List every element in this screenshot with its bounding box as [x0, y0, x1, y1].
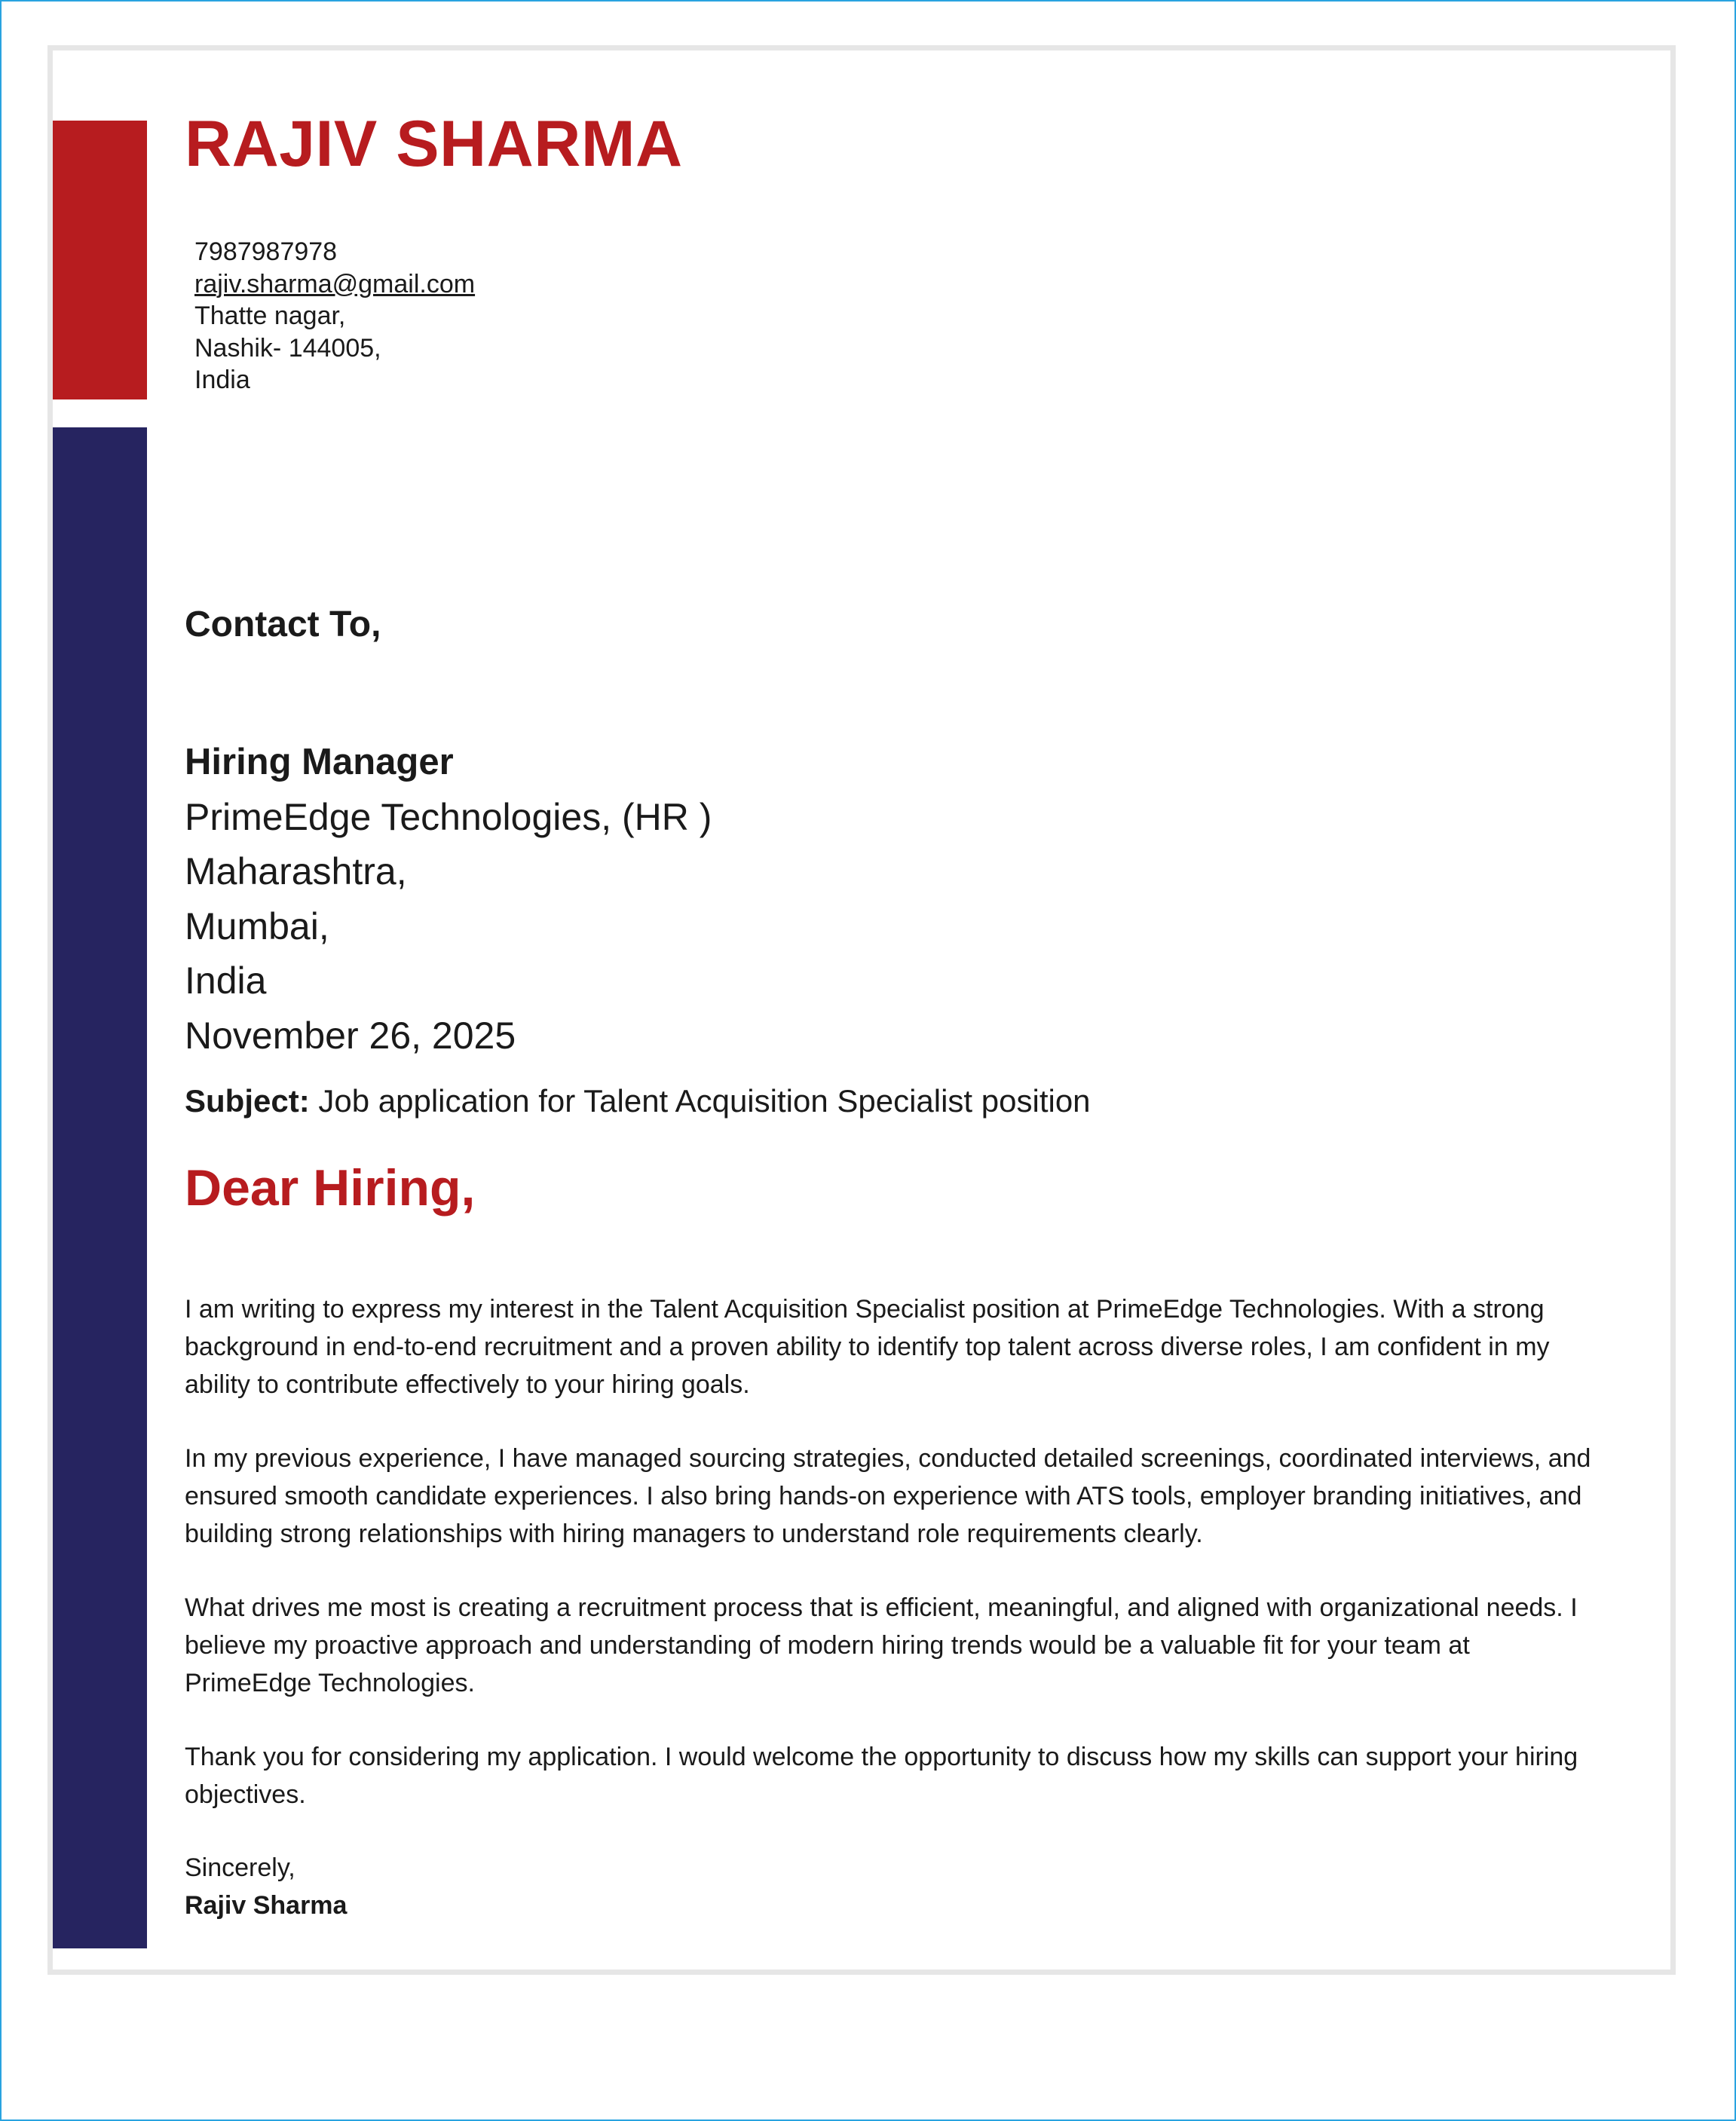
body-line: ensured smooth candidate experiences. I also bring hands-on experience with ATS tools, employer branding initiatives, and: [185, 1482, 1582, 1510]
side-accent-bar: [53, 427, 147, 1948]
letter-body: [185, 1290, 1640, 1850]
closing-block: [185, 1849, 347, 1924]
body-paragraph-4: [185, 1738, 1640, 1813]
body-line: PrimeEdge Technologies.: [185, 1669, 475, 1697]
signature-name: Rajiv Sharma: [185, 1891, 348, 1920]
sender-address-line2: Nashik- 144005,: [194, 333, 381, 363]
sender-address-line3: India: [194, 366, 250, 394]
salutation: Dear Hiring,: [185, 1159, 476, 1217]
letter-date: November 26, 2025: [185, 1014, 516, 1057]
body-line: I am writing to express my interest in the Talent Acquisition Specialist position at PrimeEdge Technologies. With a strong: [185, 1295, 1545, 1324]
recipient-block: [185, 735, 712, 1063]
recipient-state: Maharashtra,: [185, 850, 407, 892]
subject-text: Job application for Talent Acquisition Specialist position: [309, 1083, 1091, 1119]
valediction: Sincerely,: [185, 1853, 295, 1882]
recipient-name: Hiring Manager: [185, 742, 454, 782]
body-line: In my previous experience, I have managed sourcing strategies, conducted detailed screenings, coordinated interviews, and: [185, 1444, 1591, 1473]
header-accent-bar: [53, 121, 147, 399]
sender-email-link[interactable]: rajiv.sharma@gmail.com: [194, 269, 476, 298]
subject-label: Subject:: [185, 1083, 310, 1119]
body-paragraph-3: [185, 1589, 1640, 1702]
body-line: building strong relationships with hiring managers to understand role requirements clearly.: [185, 1520, 1203, 1548]
subject-line: [185, 1082, 1091, 1120]
sender-name: RAJIV SHARMA: [185, 108, 683, 180]
body-line: ability to contribute effectively to your hiring goals.: [185, 1370, 750, 1399]
body-line: What drives me most is creating a recruitment process that is efficient, meaningful, and aligned with organizational needs. I: [185, 1593, 1578, 1622]
sender-address-line1: Thatte nagar,: [194, 301, 346, 330]
sender-phone: 7987987978: [194, 237, 338, 266]
recipient-country: India: [185, 959, 267, 1002]
contact-to-heading: Contact To,: [185, 604, 381, 644]
recipient-company: PrimeEdge Technologies, (HR ): [185, 795, 712, 838]
body-line: background in end-to-end recruitment and a proven ability to identify top talent across diverse roles, I am confident in my: [185, 1333, 1550, 1361]
recipient-city: Mumbai,: [185, 904, 329, 947]
body-line: objectives.: [185, 1780, 306, 1809]
body-line: believe my proactive approach and understanding of modern hiring trends would be a valuable fit for your team at: [185, 1631, 1470, 1660]
body-paragraph-1: [185, 1290, 1640, 1403]
body-line: Thank you for considering my application. I would welcome the opportunity to discuss how my skills can support your hiring: [185, 1743, 1578, 1771]
sender-contact-block: [194, 236, 475, 396]
body-paragraph-2: [185, 1440, 1640, 1553]
